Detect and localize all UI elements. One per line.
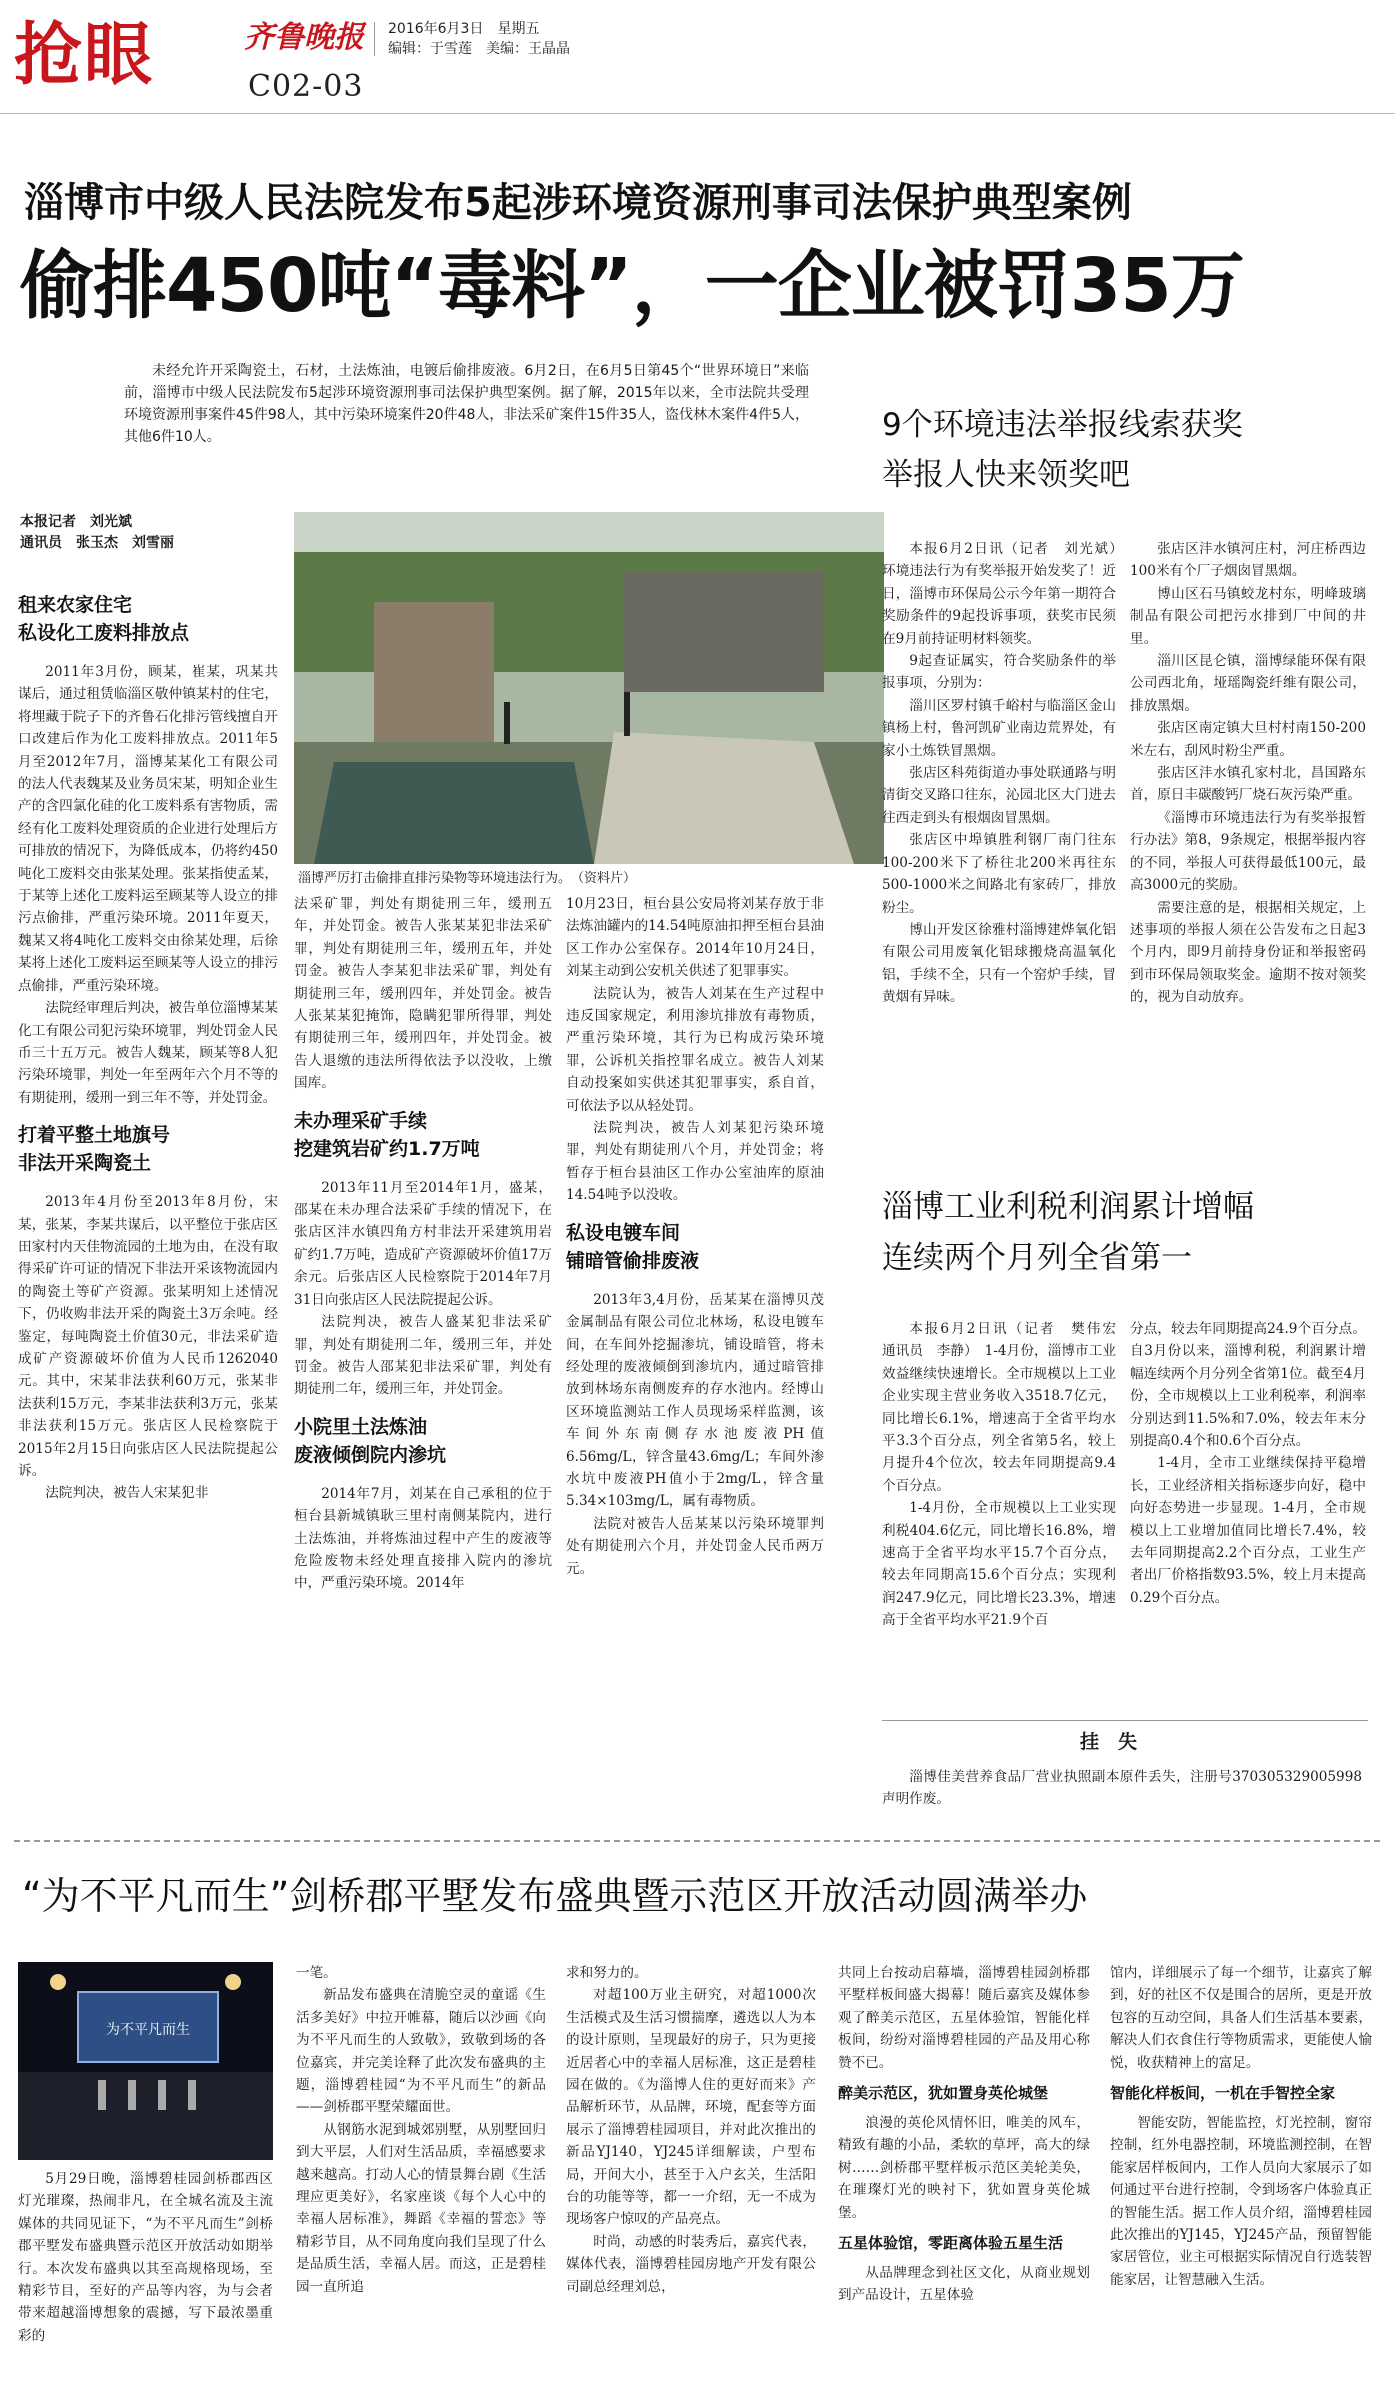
paragraph: 对超100万业主研究，对超1000次生活模式及生活习惯揣摩，遴选以人为本的设计原则，呈现最好的房子，只为更接近居者心中的幸福人居标准，这正是碧桂园在做的。《为淄博人住的更好而来》产品解析环节，从品牌，环境，配套等方面展示了淄博碧桂园项目，并对此次推出的新品YJ140，YJ245详细解读，户型布局，开间大小，甚至于入户玄关，生活阳台的功能等等，都一一介绍，无一不成为现场客户惊叹的产品亮点。 (566, 1987, 816, 2228)
paragraph: 2013年3,4月份，岳某某在淄博贝茂金属制品有限公司位北林场，私设电镀车间，在车间外挖掘渗坑，铺设暗管，将未经处理的废液倾倒到渗坑内，通过暗管排放到林场东南侧废弃的存水池内。经博山区环境监测站工作人员现场采样监测，该车间外东南侧存水池废液PH值6.56mg/L，锌含量43.6mg/L；车间外渗水坑中废液PH值小于2mg/L，锌含量5.34×103mg/L，属有毒物质。 (566, 1291, 824, 1510)
paragraph: 法采矿罪，判处有期徒刑三年，缓刑五年，并处罚金。被告人张某某犯非法采矿罪，判处有期徒刑三年，缓刑五年，并处罚金。被告人李某犯非法采矿罪，判处有期徒刑三年，缓刑四年，并处罚金。被告人张某某犯掩饰，隐瞒犯罪所得罪，判处有期徒刑三年，缓刑四年，并处罚金。被告人退缴的违法所得依法予以没收，上缴国库。 (294, 896, 552, 1092)
paragraph: 博山开发区徐雅村淄博建烨氧化铝有限公司用废氧化铝球搬烧高温氧化铝，手续不全，只有一个窑炉手续，冒黄烟有异味。 (882, 921, 1116, 1006)
paragraph: 2013年4月份至2013年8月份，宋某，张某，李某共谋后，以平整位于张店区田家村内天佳物流园的土地为由，在没有取得采矿许可证的情况下非法开采该物流园内的陶瓷土等矿产资源。张某明知上述情况下，仍收购非法开采的陶瓷土3万余吨。经鉴定，每吨陶瓷土价值30元，非法采矿造成矿产资源破坏价值为人民币1262040元。其中，宋某非法获利60万元，张某非法获利15万元，李某非法获利3万元，张某非法获利15万元。张店区人民检察院于2015年2月15日向张店区人民法院提起公诉。 (18, 1194, 278, 1479)
subhead-oil-refining-2: 废液倾倒院内渗坑 (294, 1443, 447, 1466)
advertorial-column-5 (1110, 1962, 1372, 2291)
subhead-demo-zone: 醉美示范区，犹如置身英伦城堡 (838, 2084, 1049, 2103)
industry-story-column-2 (1130, 1318, 1366, 1609)
masthead-rule (0, 113, 1395, 114)
subhead-land-leveling-2: 非法开采陶瓷土 (18, 1152, 152, 1175)
lost-notice-text: 淄博佳美营养食品厂营业执照副本原件丢失，注册号370305329005998声明作废。 (882, 1769, 1362, 1808)
section-title: 抢眼 (14, 16, 155, 95)
paragraph: 分点，较去年同期提高24.9个百分点。自3月份以来，淄博利税，利润累计增幅连续两个月分列全省第1位。截至4月份，全市规模以上工业利税率，利润率分别达到11.5%和7.0%，较去年末分别提高0.4个和0.6个百分点。 (1130, 1321, 1366, 1450)
stage-launch-image (18, 1962, 273, 2160)
paragraph: 1-4月份，全市规模以上工业实现利税404.6亿元，同比增长16.8%，增速高于全省平均水平15.7个百分点，较去年同期高15.6个百分点；实现利润247.9亿元，同比增长23.3%，增速高于全省平均水平21.9个百 (882, 1500, 1116, 1629)
paragraph: 法院判决，被告人宋某犯非 (45, 1485, 209, 1502)
paragraph: 从钢筋水泥到城郊别墅，从别墅回归到大平层，人们对生活品质，幸福感要求越来越高。打动人心的情景舞台剧《生活理应更美好》，名家座谈《每个人心中的幸福人居标准》，舞蹈《幸福的誓恋》等精彩节目，从不同角度向我们呈现了什么是品质生活，幸福人居。而这，正是碧桂园一直所追 (296, 2121, 546, 2295)
reward-story-column-1 (882, 538, 1130, 1009)
paragraph: 淄川区昆仑镇，淄博绿能环保有限公司西北角，垭瑶陶瓷纤维有限公司，排放黑烟。 (1130, 653, 1366, 714)
subhead-smart-home: 智能化样板间，一机在手智控全家 (1110, 2084, 1336, 2103)
paper-logo: 齐鲁晚报 (244, 20, 364, 55)
lead-byline-correspondents: 通讯员 张玉杰 刘雪丽 (20, 535, 174, 551)
paragraph: 张店区中埠镇胜利钢厂南门往东100-200米下了桥往北200米再往东500-1000米之间路北有家砖厂，排放粉尘。 (882, 832, 1116, 916)
subhead-no-permit-2: 挖建筑岩矿约1.7万吨 (294, 1137, 480, 1160)
subhead-five-star: 五星体验馆，零距离体验五星生活 (838, 2234, 1064, 2253)
advertorial-headline: “为不平凡而生”剑桥郡平墅发布盛典暨示范区开放活动圆满举办 (22, 1874, 1088, 1918)
lead-column-3 (566, 893, 824, 1580)
lead-headline: 偷排450吨“毒料”，一企业被罚35万 (20, 243, 1244, 329)
paragraph: 本报6月2日讯（记者 樊伟宏 通讯员 李静） 1-4月份，淄博市工业效益继续快速增长。全市规模以上工业企业实现主营业务收入3518.7亿元，同比增长6.1%，增速高于全省平均水平3.3个百分点，列全省第5名，较上月提升4个位次，较去年同期提高9.4个百分点。 (882, 1321, 1130, 1494)
industry-story-column-1 (882, 1318, 1130, 1632)
paragraph: 需要注意的是，根据相关规定，上述事项的举报人须在公告发布之日起3个月内，即9月前持身份证和举报密码到市环保局领取奖金。逾期不按对领奖的，视为自动放弃。 (1130, 899, 1366, 1006)
paragraph: 法院经审理后判决，被告单位淄博某某化工有限公司犯污染环境罪，判处罚金人民币三十五万元。被告人魏某，顾某等8人犯污染环境罪，判处一年至两年六个月不等的有期徒刑，缓刑一到三年不等，并处罚金。 (18, 1000, 278, 1106)
paragraph: 法院判决，被告人刘某犯污染环境罪，判处有期徒刑八个月，并处罚金；将暂存于桓台县油区工作办公室油库的原油14.54吨予以没收。 (566, 1120, 824, 1204)
event-screen-text: 为不平凡而生 (106, 2022, 190, 2038)
paragraph: 5月29日晚，淄博碧桂园剑桥郡西区灯光璀璨，热闹非凡，在全城名流及主流媒体的共同见证下，“为不平凡而生”剑桥郡平墅发布盛典暨示范区开放活动如期举行。本次发布盛典以其至高规格现场，至精彩节目，至好的产品等内容，为与会者带来超越淄博想象的震撼，写下最浓墨重彩的 (18, 2171, 273, 2344)
paragraph: 《淄博市环境违法行为有奖举报暂行办法》第8，9条规定，根据举报内容的不同，举报人可获得最低100元，最高3000元的奖励。 (1130, 809, 1366, 894)
paragraph: 博山区石马镇蛟龙村东，明峰玻璃制品有限公司把污水排到厂中间的井里。 (1130, 585, 1366, 647)
reward-story-title: 9个环境违法举报线索获奖 (882, 407, 1243, 443)
paragraph: 淄川区罗村镇千峪村与临淄区金山镇杨上村，鲁河凯矿业南边荒界处，有家小土炼铁冒黑烟。 (882, 697, 1116, 759)
lead-column-1 (18, 585, 278, 1505)
advertorial-column-3 (566, 1962, 816, 2298)
paragraph: 一笔。 (296, 1965, 337, 1981)
paragraph: 法院判决，被告人盛某犯非法采矿罪，判处有期徒刑二年，缓刑三年，并处罚金。被告人邵某犯非法采矿罪，判处有期徒刑二年，缓刑三年，并处罚金。 (294, 1314, 552, 1398)
industry-story-title-2: 连续两个月列全省第一 (882, 1240, 1192, 1276)
page-number: C02-03 (248, 69, 364, 104)
industry-story-title: 淄博工业利税利润累计增幅 (882, 1189, 1254, 1225)
notice-rule (882, 1720, 1368, 1721)
advertorial-column-1 (18, 2168, 273, 2347)
paragraph: 共同上台按动启幕墙，淄博碧桂园剑桥郡平墅样板间盛大揭幕！随后嘉宾及媒体参观了醉美示范区，五星体验馆，智能化样板间，纷纷对淄博碧桂园的产品及用心称赞不已。 (838, 1965, 1090, 2071)
lead-byline-reporter: 本报记者 刘光斌 (20, 514, 132, 530)
paragraph: 1-4月，全市工业继续保持平稳增长，工业经济相关指标逐步向好，稳中向好态势进一步显现。1-4月，全市规模以上工业增加值同比增长7.4%，较去年同期提高2.2个百分点，工业生产者出厂价格指数93.5%，较上月末提高0.29个百分点。 (1130, 1455, 1366, 1606)
paragraph: 9起查证属实，符合奖励条件的举报事项，分别为： (882, 653, 1116, 692)
advertorial-column-4 (838, 1962, 1090, 2307)
section-separator (14, 1840, 1380, 1842)
lead-intro: 未经允许开采陶瓷土，石材，土法炼油，电镀后偷排废液。6月2日，在6月5日第45个“世界环境日”来临前，淄博市中级人民法院发布5起涉环境资源刑事司法保护典型案例。据了解，2015年以来，全市法院共受理环境资源刑事案件45件98人，其中污染环境案件20件48人，非法采矿案件15件35人，盗伐林木案件4件5人，其他6件10人。 (124, 363, 809, 445)
paragraph: 2011年3月份，顾某，崔某，巩某共谋后，通过租赁临淄区敬仲镇某村的住宅，将埋藏于院子下的齐鲁石化排污管线擅自开口改建后作为化工废料排放点。2011年5月至2012年7月，淄博某某化工有限公司的法人代表魏某及业务员宋某，明知企业生产的含四氯化硅的化工废料系有害物质，需经有化工废料处理资质的企业进行处理后方可排放的情况下，为降低成本，仍将约450吨化工废料交由张某处理。张某指使孟某，于某等上述化工废料运至顾某等人设立的排污点偷排，严重污染环境。2011年夏天，魏某又将4吨化工废料交由徐某处理，后徐某将上述化工废料运至顾某等人设立的排污点偷排，严重污染环境。 (18, 664, 278, 994)
paragraph: 张店区南定镇大旦村村南150-200米左右，刮风时粉尘严重。 (1130, 720, 1366, 759)
editors-credit: 编辑：于雪莲 美编：王晶晶 (388, 41, 570, 57)
paragraph: 张店区沣水镇孔家村北，昌国路东首，原日丰碳酸钙厂烧石灰污染严重。 (1130, 765, 1366, 804)
paragraph: 张店区科苑街道办事处联通路与明清街交叉路口往东，沁园北区大门进去往西走到头有根烟囱冒黑烟。 (882, 765, 1116, 826)
paragraph: 10月23日，桓台县公安局将刘某存放于非法炼油罐内的14.54吨原油扣押至桓台县油区工作办公室保存。2014年10月24日，刘某主动到公安机关供述了犯罪事实。 (566, 896, 824, 980)
paragraph: 馆内，详细展示了每一个细节，让嘉宾了解到，好的社区不仅是围合的居所，更是开放包容的互动空间，具备人们生活基本要素，解决人们衣食住行等物质需求，更能使人愉悦，收获精神上的富足。 (1110, 1965, 1372, 2071)
subhead-oil-refining: 小院里土法炼油 (294, 1415, 428, 1438)
lead-kicker: 淄博市中级人民法院发布5起涉环境资源刑事司法保护典型案例 (24, 180, 1132, 226)
lost-notice-title: 挂 失 (1080, 1731, 1138, 1753)
subhead-electroplating: 私设电镀车间 (566, 1221, 681, 1244)
lead-photo-caption: 淄博严厉打击偷排直排污染物等环境违法行为。 （资料片） (298, 871, 637, 886)
paragraph: 张店区沣水镇河庄村，河庄桥西边100米有个厂子烟囱冒黑烟。 (1130, 541, 1366, 580)
paragraph: 2014年7月，刘某在自己承租的位于桓台县新城镇耿三里村南侧某院内，进行土法炼油，并将炼油过程中产生的废液等危险废物未经处理直接排入院内的渗坑中，严重污染环境。2014年 (294, 1485, 552, 1592)
wastewater-pond-image (294, 512, 884, 864)
paragraph: 本报6月2日讯（记者 刘光斌） 环境违法行为有奖举报开始发奖了！近日，淄博市环保局公示今年第一期符合奖励条件的9起投诉事项，获奖市民须在9月前持证明材料领奖。 (882, 541, 1130, 647)
paragraph: 求和努力的。 (566, 1965, 648, 1981)
subhead-rent-house-2: 私设化工废料排放点 (18, 622, 190, 644)
subhead-no-permit: 未办理采矿手续 (294, 1109, 428, 1132)
masthead-divider (374, 22, 375, 56)
paragraph: 2013年11月至2014年1月，盛某，邵某在未办理合法采矿手续的情况下，在张店区沣水镇四角方村非法开采建筑用岩矿约1.7万吨，造成矿产资源破坏价值17万余元。后张店区人民检察院于2014年7月31日向张店区人民法院提起公诉。 (294, 1179, 552, 1308)
lead-column-2 (294, 893, 552, 1595)
lead-photo (294, 512, 884, 864)
paragraph: 时尚，动感的时装秀后，嘉宾代表，媒体代表，淄博碧桂园房地产开发有限公司副总经理刘总， (566, 2233, 816, 2295)
subhead-electroplating-2: 铺暗管偷排废液 (566, 1249, 700, 1272)
paragraph: 法院认为，被告人刘某在生产过程中违反国家规定，利用渗坑排放有毒物质，严重污染环境，其行为已构成污染环境罪，公诉机关指控罪名成立。被告人刘某自动投案如实供述其犯罪事实，系自首，可依法予以从轻处罚。 (566, 985, 824, 1114)
paragraph: 智能安防，智能监控，灯光控制，窗帘控制，红外电器控制，环境监测控制，在智能家居样板间内，工作人员向大家展示了如何通过平台进行控制，令到场客户体验真正的智能生活。据工作人员介绍，淄博碧桂园此次推出的YJ145，YJ245产品，预留智能家居管位，业主可根据实际情况自行选装智能家居，让智慧融入生活。 (1110, 2115, 1372, 2288)
subhead-rent-house: 租来农家住宅 (18, 594, 133, 616)
paragraph: 法院对被告人岳某某以污染环境罪判处有期徒刑六个月，并处罚金人民币两万元。 (566, 1515, 824, 1577)
subhead-land-leveling: 打着平整土地旗号 (18, 1124, 171, 1147)
paragraph: 新品发布盛典在清脆空灵的童谣《生活多美好》中拉开帷幕，随后以沙画《向为不平凡而生的人致敬》，致敬到场的各位嘉宾，并完美诠释了此次发布盛典的主题，淄博碧桂园“为不平凡而生”的新品——剑桥郡平墅荣耀面世。 (296, 1987, 546, 2116)
paragraph: 浪漫的英伦风情怀旧，唯美的风车，精致有趣的小品，柔软的草坪，高大的绿树……剑桥郡平墅样板示范区美轮美奂，在璀璨灯光的映衬下，犹如置身英伦城堡。 (838, 2115, 1090, 2221)
issue-date: 2016年6月3日 星期五 (388, 21, 540, 37)
paragraph: 从品牌理念到社区文化，从商业规划到产品设计，五星体验 (838, 2265, 1090, 2304)
reward-story-title-2: 举报人快来领奖吧 (882, 457, 1130, 493)
event-photo (18, 1962, 273, 2160)
advertorial-column-2 (296, 1962, 546, 2298)
reward-story-column-2 (1130, 538, 1366, 1009)
